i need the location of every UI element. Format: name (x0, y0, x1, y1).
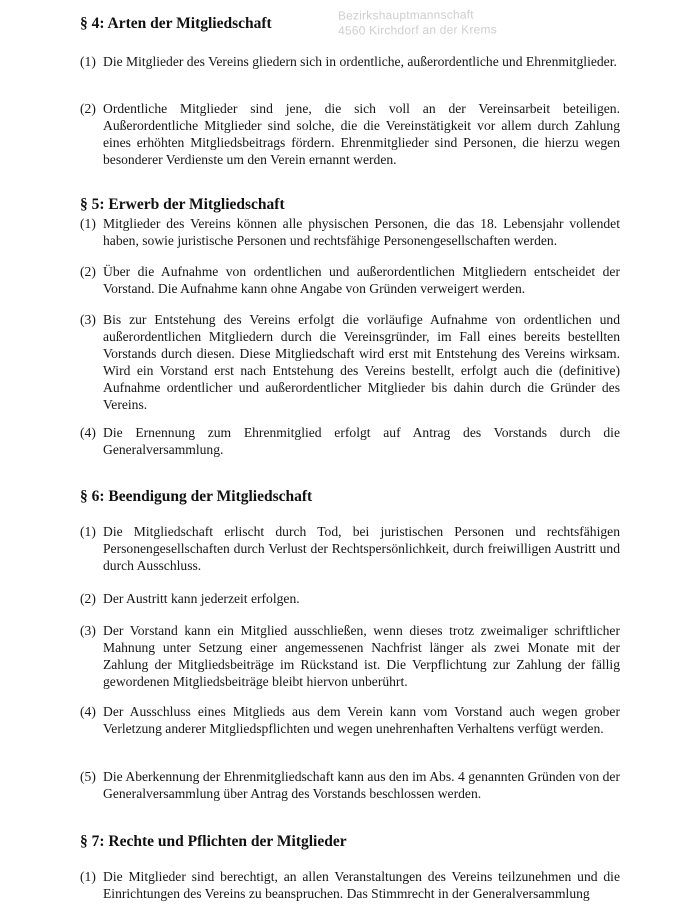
section-4-paragraph-2 (80, 100, 620, 168)
section-5-paragraph-3 (80, 311, 620, 413)
section-heading-6: § 6: Beendigung der Mitgliedschaft (80, 488, 313, 505)
section-6-paragraph-3 (80, 622, 620, 690)
paragraph-text: Die Mitglieder des Vereins gliedern sich in ordentliche, außerordentliche und Ehrenmitglieder. (103, 54, 617, 69)
paragraph-number: (1) (80, 524, 96, 539)
section-4-paragraph-1 (80, 53, 620, 70)
stamp-line-1: Bezirkshauptmannschaft (337, 7, 474, 23)
paragraph-text: Bis zur Entstehung des Vereins erfolgt die vorläufige Aufnahme von ordentlichen und außerordentlichen Mitgliedern durch die Vereinsgründer, im Fall eines bereits bestellten Vorstands durch diesen. Diese Mitgliedschaft wird erst mit Entstehung des Vereins wirksam. Wird ein Vorstand erst nach Entstehung des Vereins bestellt, erfolgt auch die (definitive) Aufnahme ordentlicher und außerordentlicher Mitglieder bis dahin durch die Gründer des Vereins. (103, 312, 620, 412)
section-6-paragraph-5 (80, 768, 620, 802)
section-6-paragraph-1 (80, 523, 620, 574)
paragraph-text: Der Austritt kann jederzeit erfolgen. (103, 591, 300, 606)
paragraph-number: (2) (80, 591, 96, 606)
paragraph-number: (4) (80, 704, 96, 719)
paragraph-text: Die Ernennung zum Ehrenmitglied erfolgt auf Antrag des Vorstands durch die Generalversammlung. (103, 425, 620, 457)
paragraph-text: Ordentliche Mitglieder sind jene, die sich voll an der Vereinsarbeit beteiligen. Außerordentliche Mitglieder sind solche, die die Vereinstätigkeit vor allem durch Zahlung eines erhöhten Mitgliedsbeitrags fördern. Ehrenmitglieder sind Personen, die hierzu wegen besonderer Verdienste um den Verein ernannt werden. (103, 101, 620, 167)
paragraph-number: (1) (80, 869, 96, 884)
paragraph-text: Die Aberkennung der Ehrenmitgliedschaft kann aus den im Abs. 4 genannten Gründen von der Generalversammlung über Antrag des Vorstands beschlossen werden. (103, 769, 620, 801)
stamp-imprint (337, 7, 497, 38)
paragraph-number: (3) (80, 623, 96, 638)
section-6-paragraph-4 (80, 703, 620, 737)
paragraph-number: (2) (80, 264, 96, 279)
paragraph-number: (5) (80, 769, 96, 784)
section-heading-4: § 4: Arten der Mitgliedschaft (80, 15, 272, 32)
stamp-line-2: 4560 Kirchdorf an der Krems (338, 22, 497, 38)
section-5-paragraph-4 (80, 424, 620, 458)
paragraph-text: Der Vorstand kann ein Mitglied ausschließen, wenn dieses trotz zweimaliger schriftlicher Mahnung unter Setzung einer angemessenen Nachfrist länger als zwei Monate mit der Zahlung der Mitgliedsbeiträge im Rückstand ist. Die Verpflichtung zur Zahlung der fällig gewordenen Mitgliedsbeiträge bleibt hiervon unberührt. (103, 623, 620, 689)
paragraph-text: Die Mitgliedschaft erlischt durch Tod, bei juristischen Personen und rechtsfähigen Personengesellschaften durch Verlust der Rechtspersönlichkeit, durch freiwilligen Austritt und durch Ausschluss. (103, 524, 620, 573)
paragraph-text: Die Mitglieder sind berechtigt, an allen Veranstaltungen des Vereins teilzunehmen und die Einrichtungen des Vereins zu beanspruchen. Das Stimmrecht in der Generalversammlung (103, 869, 620, 901)
section-5-paragraph-1 (80, 215, 620, 249)
paragraph-number: (1) (80, 54, 96, 69)
section-heading-5: § 5: Erwerb der Mitgliedschaft (80, 196, 285, 213)
paragraph-number: (2) (80, 101, 96, 116)
paragraph-number: (1) (80, 216, 96, 231)
paragraph-number: (3) (80, 312, 96, 327)
section-heading-7: § 7: Rechte und Pflichten der Mitglieder (80, 833, 347, 850)
section-6-paragraph-2 (80, 590, 620, 607)
section-7-paragraph-1 (80, 868, 620, 902)
section-5-paragraph-2 (80, 263, 620, 297)
paragraph-number: (4) (80, 425, 96, 440)
paragraph-text: Mitglieder des Vereins können alle physischen Personen, die das 18. Lebensjahr vollendet haben, sowie juristische Personen und rechtsfähige Personengesellschaften werden. (103, 216, 620, 248)
paragraph-text: Über die Aufnahme von ordentlichen und außerordentlichen Mitgliedern entscheidet der Vorstand. Die Aufnahme kann ohne Angabe von Gründen verweigert werden. (103, 264, 620, 296)
paragraph-text: Der Ausschluss eines Mitglieds aus dem Verein kann vom Vorstand auch wegen grober Verletzung anderer Mitgliedspflichten und wegen unehrenhaften Verhaltens verfügt werden. (103, 704, 620, 736)
